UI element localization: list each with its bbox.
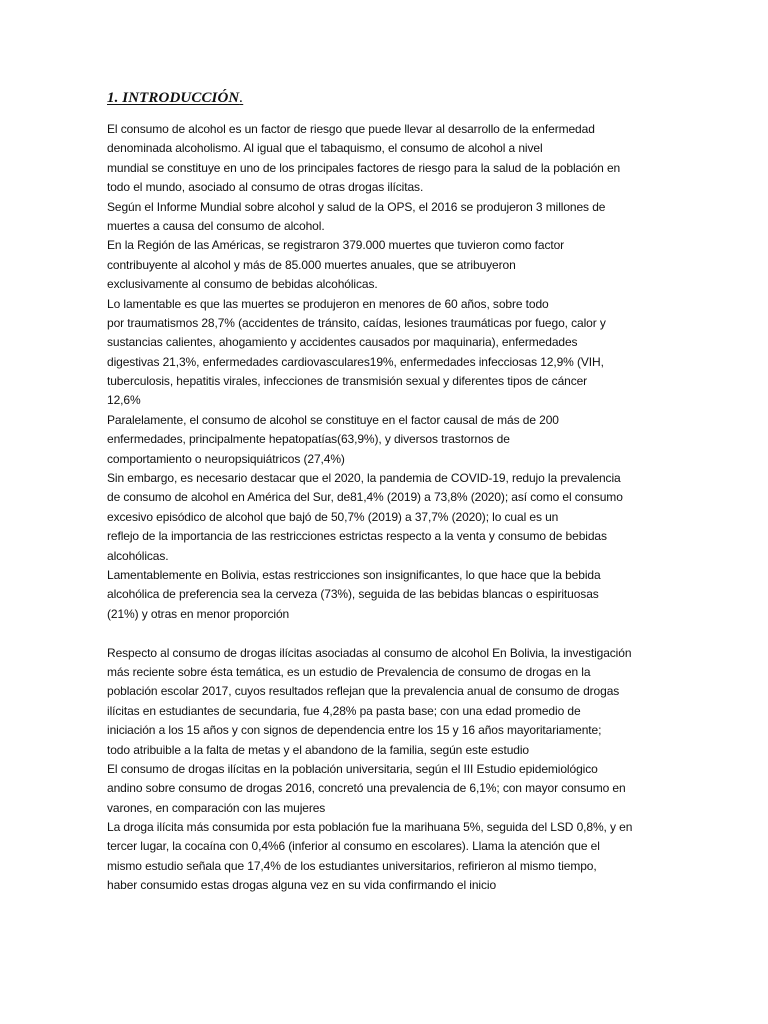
text-line: (21%) y otras en menor proporción — [107, 606, 290, 621]
text-line: La droga ilícita más consumida por esta población fue la marihuana 5%, seguida del LSD 0,8%, y en — [107, 820, 633, 835]
heading-trailing-dot: . — [239, 90, 244, 106]
text-line: El consumo de drogas ilícitas en la población universitaria, según el III Estudio epidemiológico — [107, 761, 598, 776]
text-line: Sin embargo, es necesario destacar que el 2020, la pandemia de COVID-19, redujo la prevalencia — [107, 471, 621, 486]
text-line: comportamiento o neuropsiquiátricos (27,4%) — [107, 451, 345, 466]
text-line: ilícitas en estudiantes de secundaria, fue 4,28% pa pasta base; con una edad promedio de — [107, 703, 581, 718]
text-line: población escolar 2017, cuyos resultados reflejan que la prevalencia anual de consumo de drogas — [107, 684, 620, 699]
text-line: Paralelamente, el consumo de alcohol se constituye en el factor causal de más de 200 — [107, 412, 559, 427]
text-line: todo el mundo, asociado al consumo de otras drogas ilícitas. — [107, 180, 424, 195]
text-line: exclusivamente al consumo de bebidas alcohólicas. — [107, 277, 378, 292]
text-line: varones, en comparación con las mujeres — [107, 800, 326, 815]
text-line: alcohólica de preferencia sea la cerveza (73%), seguida de las bebidas blancas o espirituosas — [107, 587, 599, 602]
text-line: tercer lugar, la cocaína con 0,4%6 (inferior al consumo en escolares). Llama la atención que el — [107, 839, 600, 854]
body-text — [107, 120, 667, 896]
text-line: Lo lamentable es que las muertes se produjeron en menores de 60 años, sobre todo — [107, 296, 549, 311]
text-line: iniciación a los 15 años y con signos de dependencia entre los 15 y 16 años mayoritariamente; — [107, 723, 602, 738]
text-line: 12,6% — [107, 393, 141, 408]
text-line: por traumatismos 28,7% (accidentes de tránsito, caídas, lesiones traumáticas por fuego, calor y — [107, 315, 606, 330]
text-line: todo atribuible a la falta de metas y el abandono de la familia, según este estudio — [107, 742, 529, 757]
text-line: andino sobre consumo de drogas 2016, concretó una prevalencia de 6,1%; con mayor consumo en — [107, 781, 626, 796]
paragraph-gap — [107, 624, 667, 643]
text-line: Lamentablemente en Bolivia, estas restricciones son insignificantes, lo que hace que la bebida — [107, 567, 601, 582]
text-line: sustancias calientes, ahogamiento y accidentes causados por maquinaria), enfermedades — [107, 335, 578, 350]
text-line: El consumo de alcohol es un factor de riesgo que puede llevar al desarrollo de la enfermedad — [107, 122, 595, 136]
text-line: tuberculosis, hepatitis virales, infecciones de transmisión sexual y diferentes tipos de cáncer — [107, 374, 588, 389]
text-line: alcohólicas. — [107, 548, 169, 563]
text-line: de consumo de alcohol en América del Sur, de81,4% (2019) a 73,8% (2020); así como el consumo — [107, 490, 623, 505]
heading-title: 1. INTRODUCCIÓN — [107, 90, 240, 106]
text-line: contribuyente al alcohol y más de 85.000 muertes anuales, que se atribuyeron — [107, 257, 516, 272]
text-line: haber consumido estas drogas alguna vez en su vida confirmando el inicio — [107, 878, 497, 893]
text-line: mundial se constituye en uno de los principales factores de riesgo para la salud de la población en — [107, 160, 621, 175]
text-line: En la Región de las Américas, se registraron 379.000 muertes que tuvieron como factor — [107, 238, 565, 253]
text-line: denominada alcoholismo. Al igual que el tabaquismo, el consumo de alcohol a nivel — [107, 141, 543, 156]
text-line: enfermedades, principalmente hepatopatías(63,9%), y diversos trastornos de — [107, 432, 510, 447]
text-line: más reciente sobre ésta temática, es un estudio de Prevalencia de consumo de drogas en la — [107, 664, 591, 679]
text-line: muertes a causa del consumo de alcohol. — [107, 218, 325, 233]
text-line: digestivas 21,3%, enfermedades cardiovasculares19%, enfermedades infecciosas 12,9% (VIH, — [107, 354, 604, 369]
text-line: Según el Informe Mundial sobre alcohol y salud de la OPS, el 2016 se produjeron 3 millones de — [107, 199, 606, 214]
text-line: Respecto al consumo de drogas ilícitas asociadas al consumo de alcohol En Bolivia, la investigación — [107, 645, 632, 660]
text-line: excesivo episódico de alcohol que bajó de 50,7% (2019) a 37,7% (2020); lo cual es un — [107, 509, 559, 524]
text-line: mismo estudio señala que 17,4% de los estudiantes universitarios, refirieron al mismo tiempo, — [107, 858, 597, 873]
section-heading — [107, 90, 243, 107]
text-line: reflejo de la importancia de las restricciones estrictas respecto a la venta y consumo de bebidas — [107, 529, 607, 544]
